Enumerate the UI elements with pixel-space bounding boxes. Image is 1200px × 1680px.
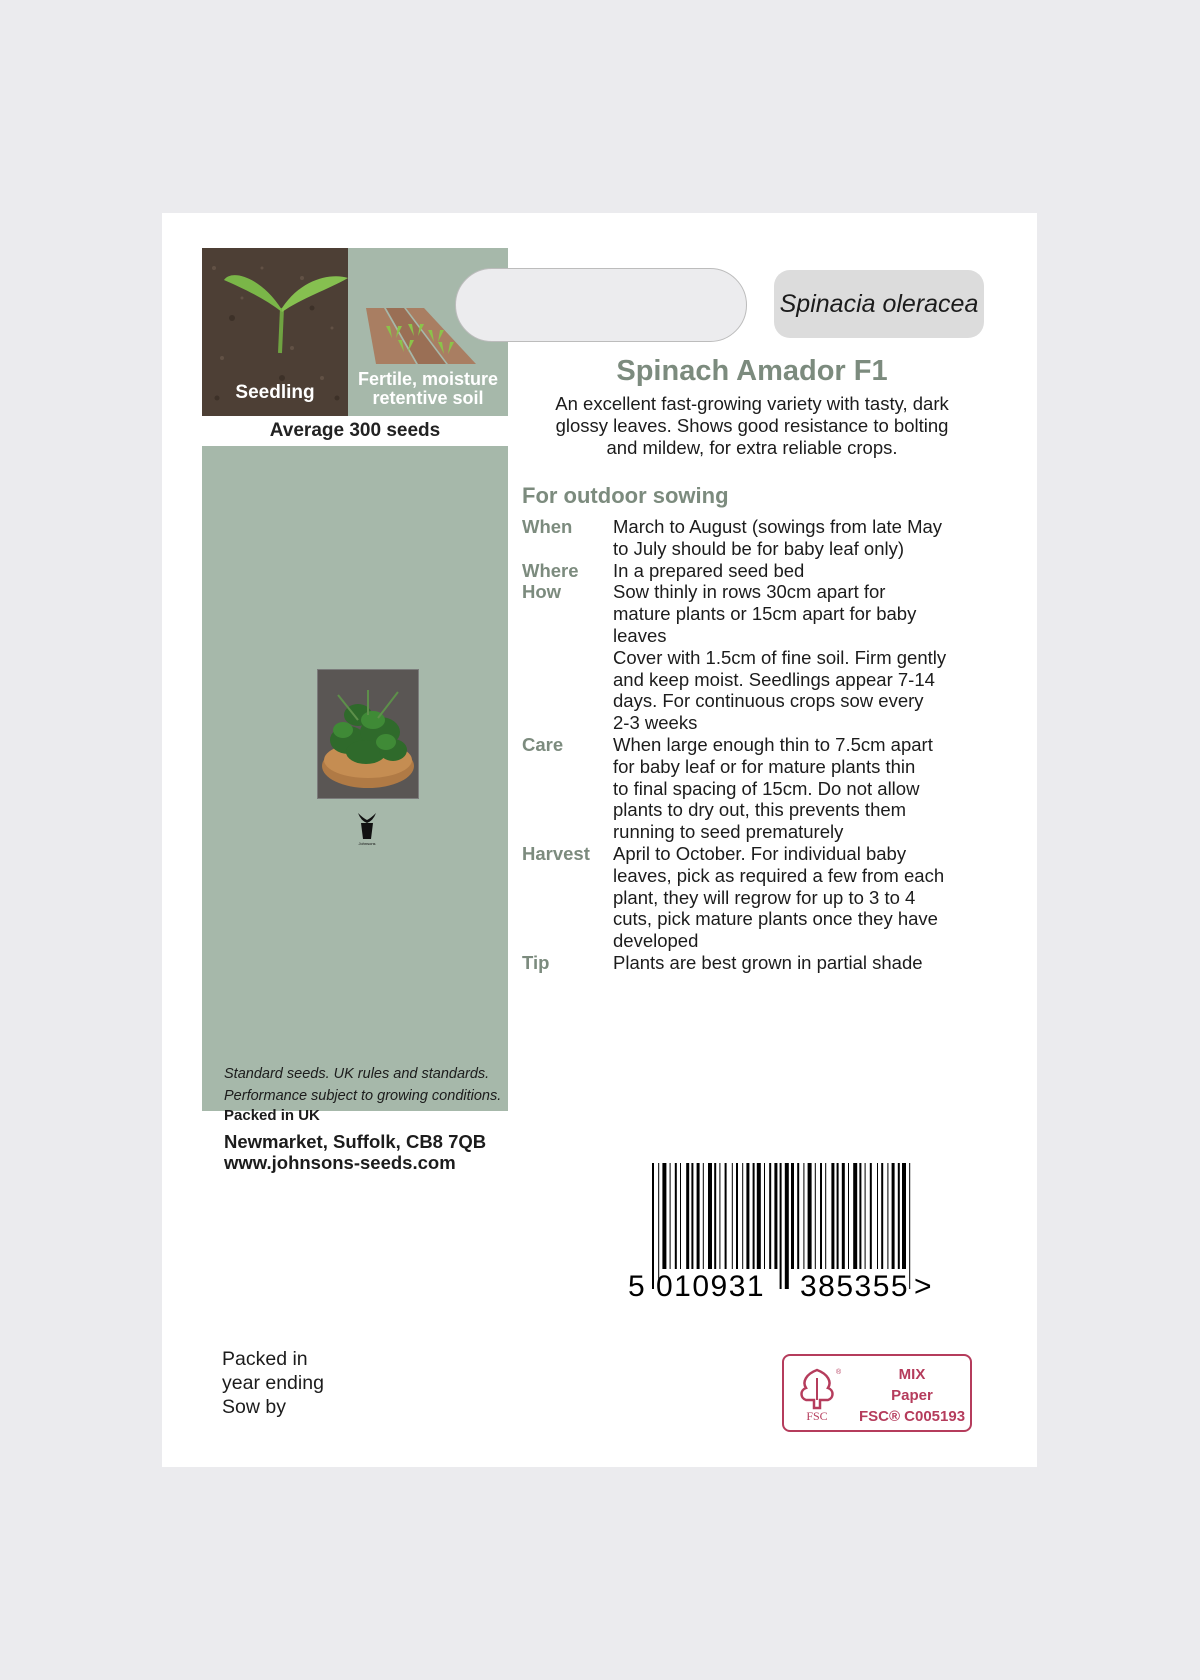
barcode-bar bbox=[898, 1163, 900, 1269]
product-title: Spinach Amador F1 bbox=[616, 355, 888, 387]
seedling-photo bbox=[202, 248, 348, 416]
date-labels bbox=[222, 1347, 324, 1419]
seed-packet-back bbox=[162, 213, 1037, 1467]
barcode-bar bbox=[736, 1163, 738, 1269]
barcode-bar bbox=[670, 1163, 671, 1269]
hang-hole bbox=[455, 268, 747, 342]
barcode-bar bbox=[877, 1163, 878, 1269]
packed-in-label: Packed in bbox=[222, 1348, 308, 1370]
barcode-bar bbox=[837, 1163, 839, 1269]
barcode-bar bbox=[859, 1163, 861, 1269]
website-link[interactable]: www.johnsons-seeds.com bbox=[224, 1152, 456, 1173]
barcode-bar bbox=[652, 1163, 654, 1289]
barcode-bar bbox=[870, 1163, 872, 1269]
barcode-bar bbox=[803, 1163, 804, 1269]
barcode-bar bbox=[853, 1163, 857, 1269]
barcode-bar bbox=[887, 1163, 888, 1269]
barcode-bar bbox=[719, 1163, 720, 1269]
barcode-bar bbox=[691, 1163, 693, 1269]
barcode-bar bbox=[708, 1163, 712, 1269]
barcode-bar bbox=[732, 1163, 733, 1269]
barcode-bar bbox=[865, 1163, 866, 1269]
address-block bbox=[224, 1131, 486, 1173]
barcode bbox=[616, 1163, 936, 1303]
barcode-bar bbox=[881, 1163, 883, 1269]
seedling-label: Seedling bbox=[235, 382, 315, 403]
barcode-bar bbox=[725, 1163, 727, 1269]
barcode-bar bbox=[815, 1163, 816, 1269]
fsc-certification bbox=[782, 1354, 972, 1432]
instruction-row-how: How Sow thinly in rows 30cm apart for mature plants or 15cm apart for baby leaves Cover with 1.5cm of fine soil. Firm gently and keep moist. Seedlings appear 7-14 days. For continuous crops sow every 2-3 weeks bbox=[522, 581, 947, 734]
barcode-bar bbox=[785, 1163, 789, 1289]
latin-name-badge: Spinacia oleracea bbox=[774, 270, 984, 338]
barcode-bar bbox=[902, 1163, 906, 1269]
instruction-row-when: When March to August (sowings from late May to July should be for baby leaf only) bbox=[522, 516, 943, 559]
barcode-bar bbox=[909, 1163, 910, 1289]
barcode-bar bbox=[753, 1163, 755, 1269]
fsc-tree-icon bbox=[792, 1364, 842, 1422]
barcode-bar bbox=[757, 1163, 761, 1269]
barcode-bar bbox=[675, 1163, 677, 1269]
left-panel bbox=[202, 248, 508, 1292]
section-heading: For outdoor sowing bbox=[522, 483, 729, 508]
guarantee-heading: QUALITY GUARANTEE bbox=[224, 1191, 378, 1207]
sow-by-label: Sow by bbox=[222, 1396, 286, 1418]
barcode-bar bbox=[791, 1163, 794, 1269]
barcode-bar bbox=[892, 1163, 895, 1269]
barcode-arrow: > bbox=[914, 1270, 932, 1303]
barcode-bar bbox=[680, 1163, 681, 1269]
svg-text:®: ® bbox=[836, 1369, 842, 1376]
soil-label: Fertile, moisture retentive soil bbox=[357, 369, 499, 408]
barcode-bar bbox=[780, 1163, 782, 1289]
barcode-bar bbox=[820, 1163, 822, 1269]
packed-in-uk: Packed in UK bbox=[224, 1107, 320, 1124]
seed-count: Average 300 seeds bbox=[202, 416, 508, 446]
barcode-group-1: 010931 bbox=[656, 1270, 766, 1303]
barcode-bar bbox=[769, 1163, 771, 1269]
barcode-bar bbox=[774, 1163, 777, 1269]
year-ending-label: year ending bbox=[222, 1372, 324, 1394]
barcode-bar bbox=[686, 1163, 689, 1269]
barcode-first-digit: 5 bbox=[628, 1270, 645, 1303]
barcode-bar bbox=[848, 1163, 849, 1269]
fsc-mark: FSC bbox=[806, 1409, 828, 1422]
sowing-instructions bbox=[522, 516, 1002, 974]
quality-guarantee: QUALITY GUARANTEE We are proud of our high quality. If you are not completely happy with the performance of these seeds we will replace them. This does not affect your statutory rights. bbox=[224, 1191, 506, 1293]
barcode-bar bbox=[742, 1163, 743, 1269]
legal-text: Standard seeds. UK rules and standards. Performance subject to growing conditions. bbox=[224, 1066, 502, 1104]
instruction-row-harvest: Harvest April to October. For individual baby leaves, pick as required a few from each plant, they will regrow for up to 3 to 4 cuts, pick mature plants once they have developed bbox=[522, 842, 945, 952]
barcode-bar bbox=[764, 1163, 765, 1269]
fsc-label: MIX Paper FSC® C005193 bbox=[858, 1366, 966, 1425]
svg-text:Johnsons: Johnsons bbox=[358, 841, 376, 846]
barcode-bar bbox=[825, 1163, 826, 1269]
product-description: An excellent fast-growing variety with tasty, dark glossy leaves. Shows good resistance to bolting and mildew, for extra reliable crops. bbox=[555, 393, 949, 458]
address: Newmarket, Suffolk, CB8 7QB bbox=[224, 1131, 487, 1152]
instruction-row-care: Care When large enough thin to 7.5cm apart for baby leaf or for mature plants thin to final spacing of 15cm. Do not allow plants to dry out, this prevents them running to seed prematurely bbox=[522, 733, 933, 843]
barcode-bar bbox=[714, 1163, 716, 1269]
johnsons-logo-icon bbox=[355, 811, 379, 847]
instruction-row-where: Where In a prepared seed bed bbox=[522, 559, 805, 581]
barcode-bar bbox=[746, 1163, 749, 1269]
spinach-bowl-photo bbox=[317, 669, 419, 799]
barcode-bar bbox=[697, 1163, 700, 1269]
barcode-group-2: 385355 bbox=[800, 1270, 910, 1303]
barcode-bar bbox=[662, 1163, 666, 1269]
instruction-row-tip: Tip Plants are best grown in partial shade bbox=[522, 951, 923, 973]
barcode-bar bbox=[831, 1163, 834, 1269]
barcode-bar bbox=[797, 1163, 799, 1269]
barcode-bar bbox=[703, 1163, 704, 1269]
barcode-bar bbox=[808, 1163, 812, 1269]
barcode-bar bbox=[842, 1163, 845, 1269]
